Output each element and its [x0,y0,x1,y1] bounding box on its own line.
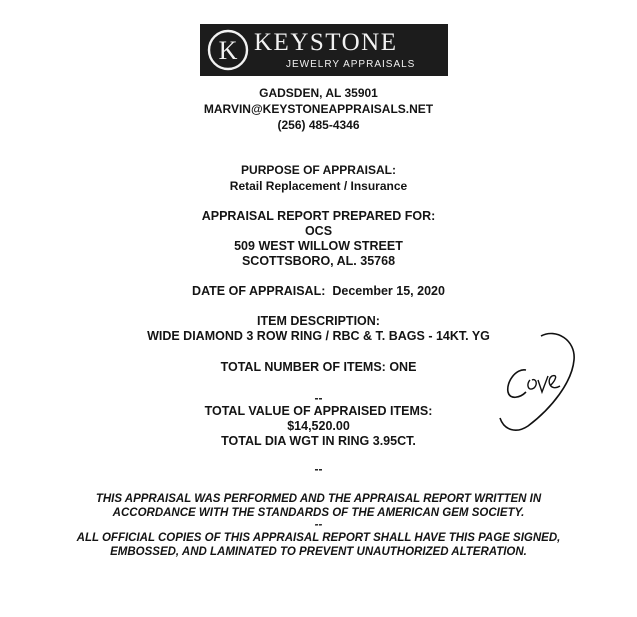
contact-email: MARVIN@KEYSTONEAPPRAISALS.NET [203,102,434,116]
logo-monogram: K [218,36,238,65]
item-heading: ITEM DESCRIPTION: [257,314,380,328]
handwritten-signature [486,330,582,434]
total-items: TOTAL NUMBER OF ITEMS: ONE [220,360,417,374]
client-city: SCOTTSBORO, AL. 35768 [241,254,396,268]
purpose-heading: PURPOSE OF APPRAISAL: [241,163,396,177]
contact-phone: (256) 485-4346 [277,118,360,132]
client-street: 509 WEST WILLOW STREET [234,239,403,253]
total-value-heading: TOTAL VALUE OF APPRAISED ITEMS: [204,404,433,418]
total-value-amount: $14,520.00 [287,419,350,433]
separator: -- [314,462,323,476]
keystone-monogram-icon [206,28,250,72]
separator: -- [314,519,323,531]
client-name: OCS [304,224,333,238]
appraisal-date-value: December 15, 2020 [332,284,445,298]
appraisal-date [0,284,637,298]
statement-line: ALL OFFICIAL COPIES OF THIS APPRAISAL REPORT SHALL HAVE THIS PAGE SIGNED, [76,532,561,544]
item-description: WIDE DIAMOND 3 ROW RING / RBC & T. BAGS - 14KT. YG [147,329,490,343]
total-diamond-weight: TOTAL DIA WGT IN RING 3.95CT. [221,434,416,448]
statement-line: EMBOSSED, AND LAMINATED TO PREVENT UNAUTHORIZED ALTERATION. [110,546,527,558]
purpose-value: Retail Replacement / Insurance [229,179,408,193]
separator: -- [314,391,323,405]
appraisal-date-label: DATE OF APPRAISAL: [192,284,326,298]
contact-city: GADSDEN, AL 35901 [259,86,378,100]
logo-name: KEYSTONE [254,29,398,56]
statement-line: ACCORDANCE WITH THE STANDARDS OF THE AMERICAN GEM SOCIETY. [112,507,525,519]
logo-tagline: JEWELRY APPRAISALS [286,59,416,70]
prepared-for-heading: APPRAISAL REPORT PREPARED FOR: [201,209,436,223]
statement-line: THIS APPRAISAL WAS PERFORMED AND THE APPRAISAL REPORT WRITTEN IN [95,493,542,505]
company-logo [200,24,448,76]
